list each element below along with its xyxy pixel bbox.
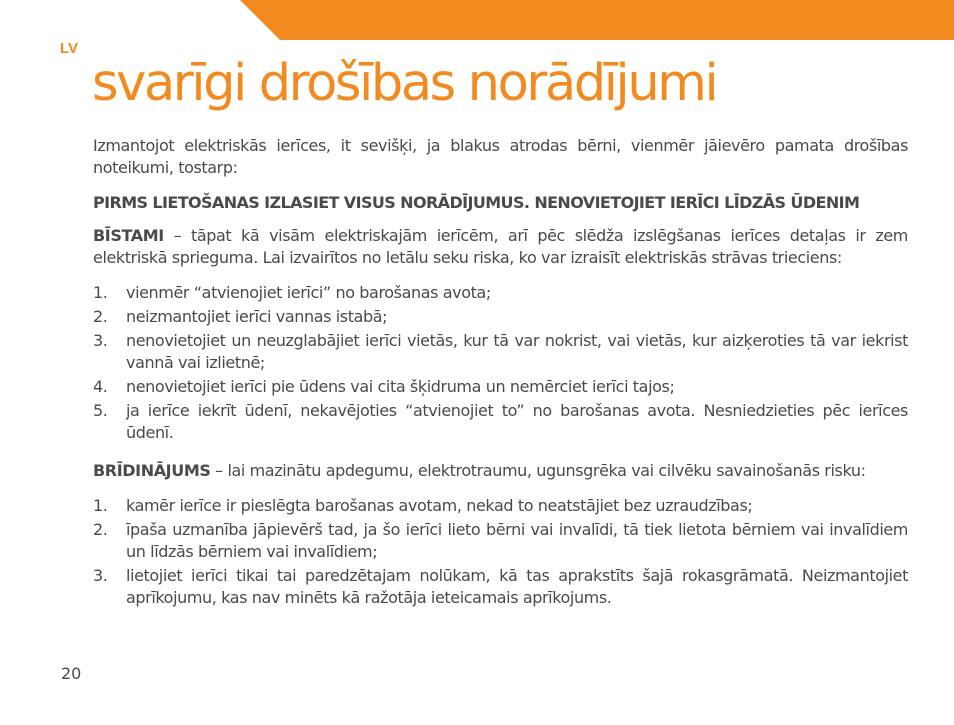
list-item-text: īpaša uzmanība jāpievērš tad, ja šo ierīci lieto bērni vai invalīdi, tā tiek lietota bērniem vai invalīdiem un līdzās bērniem vai invalīdiem;	[126, 520, 908, 561]
list-item-number: 5.	[93, 401, 108, 420]
list-item-text: nenovietojiet un neuzglabājiet ierīci vietās, kur tā var nokrist, vai vietās, kur aizķeroties tā var iekrist vannā vai izlietnē;	[126, 331, 908, 372]
danger-label: BĪSTAMI	[93, 226, 164, 245]
list-item	[93, 330, 908, 374]
list-item	[93, 565, 908, 609]
language-code: LV	[60, 40, 79, 57]
warning-paragraph	[93, 460, 908, 482]
list-item-number: 1.	[93, 283, 108, 302]
list-item	[93, 282, 908, 304]
list-item	[93, 400, 908, 444]
list-item	[93, 495, 908, 517]
list-item-text: kamēr ierīce ir pieslēgta barošanas avotam, nekad to neatstājiet bez uzraudzības;	[126, 496, 753, 515]
safety-content	[93, 135, 908, 625]
list-item-text: vienmēr “atvienojiet ierīci” no barošanas avota;	[126, 283, 491, 302]
list-item-text: lietojiet ierīci tikai tai paredzētajam nolūkam, kā tas aprakstīts šajā rokasgrāmatā. Neizmantojiet aprīkojumu, kas nav minēts kā ražotāja ieteicamais aprīkojums.	[126, 566, 908, 607]
warning-text: – lai mazinātu apdegumu, elektrotraumu, ugunsgrēka vai cilvēku savainošanās risku:	[210, 461, 866, 480]
list-item-number: 1.	[93, 496, 108, 515]
list-item	[93, 376, 908, 398]
danger-text: – tāpat kā visām elektriskajām ierīcēm, arī pēc slēdža izslēgšanas ierīces detaļas ir zem elektriskā sprieguma. Lai izvairītos no letālu seku riska, ko var izraisīt elektriskās strāvas trieciens:	[93, 226, 908, 267]
warning-list	[93, 495, 908, 609]
intro-paragraph: Izmantojot elektriskās ierīces, it sevišķi, ja blakus atrodas bērni, vienmēr jāievēro pamata drošības noteikumi, tostarp:	[93, 136, 908, 177]
read-instructions-heading: PIRMS LIETOŠANAS IZLASIET VISUS NORĀDĪJUMUS. NENOVIETOJIET IERĪCI LĪDZĀS ŪDENIM	[93, 193, 860, 212]
list-item	[93, 519, 908, 563]
danger-paragraph	[93, 225, 908, 269]
list-item-number: 3.	[93, 566, 108, 585]
list-item	[93, 306, 908, 328]
list-item-text: nenovietojiet ierīci pie ūdens vai cita šķidruma un nemērciet ierīci tajos;	[126, 377, 675, 396]
page-title: svarīgi drošības norādījumi	[92, 54, 717, 113]
list-item-number: 3.	[93, 331, 108, 350]
list-item-number: 2.	[93, 520, 108, 539]
list-item-number: 4.	[93, 377, 108, 396]
page-number: 20	[61, 664, 82, 683]
list-item-number: 2.	[93, 307, 108, 326]
warning-label: BRĪDINĀJUMS	[93, 461, 211, 480]
header-accent-band	[0, 0, 954, 40]
list-item-text: neizmantojiet ierīci vannas istabā;	[126, 307, 388, 326]
danger-list	[93, 282, 908, 444]
list-item-text: ja ierīce iekrīt ūdenī, nekavējoties “atvienojiet to” no barošanas avota. Nesniedzieties pēc ierīces ūdenī.	[126, 401, 908, 442]
